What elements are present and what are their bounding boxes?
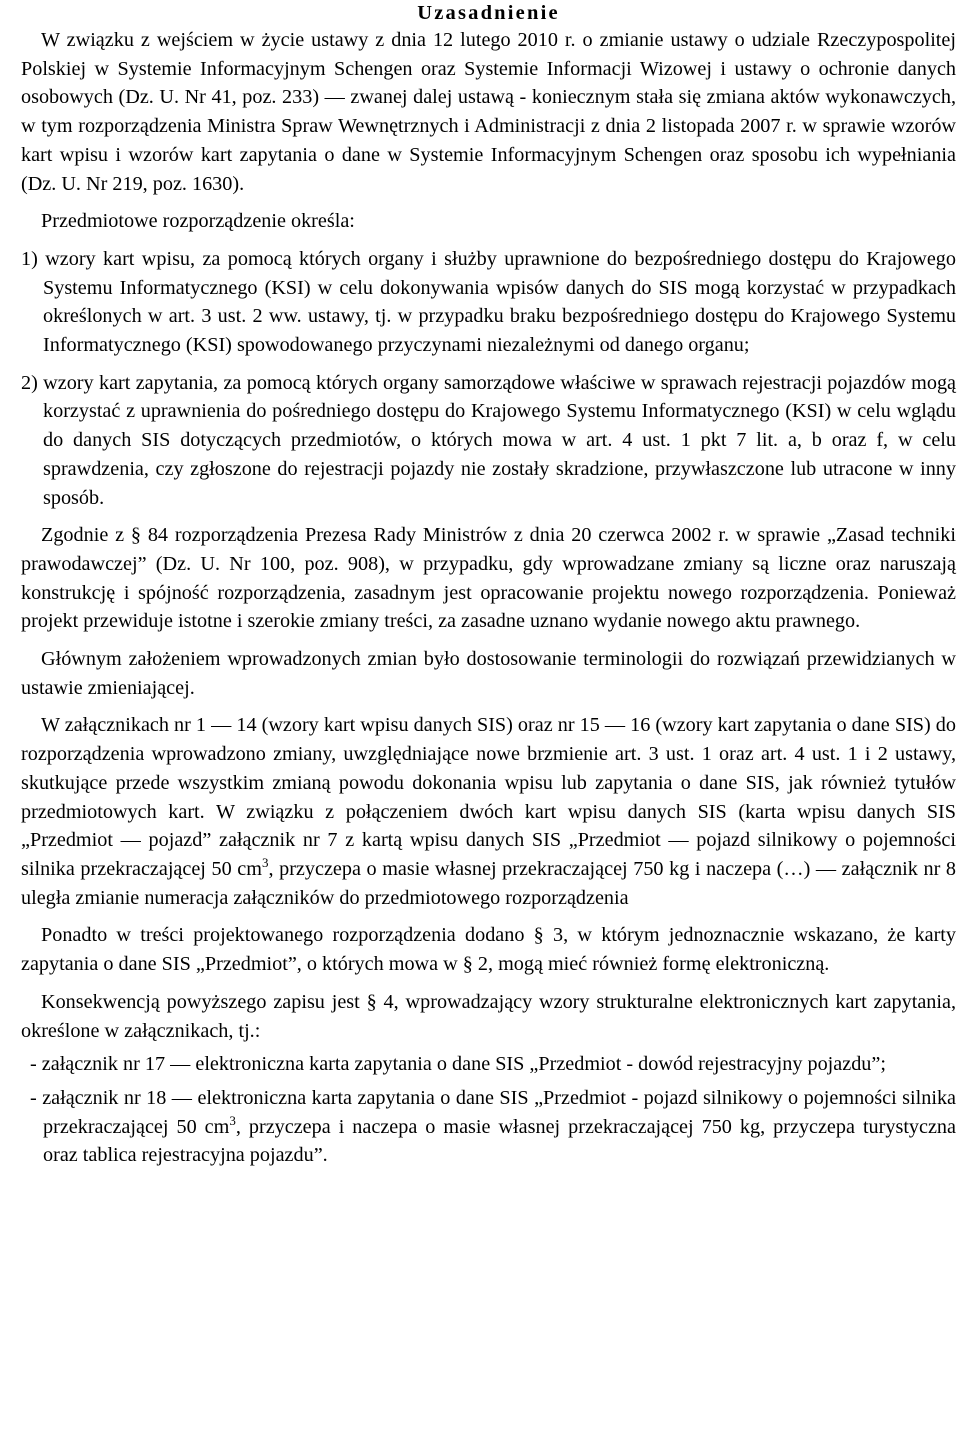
list-item-1: 1) wzory kart wpisu, za pomocą których organy i służby uprawnione do bezpośredniego dostępu do Krajowego Systemu Informatycznego (KSI) w celu dokonywania wpisów danych do SIS mogą korzystać w przypadkach określonych w art. 3 ust. 2 ww. ustawy, tj. w przypadku braku bezpośredniego dostępu do Krajowego Systemu Informatycznego (KSI) spowodowanego przyczynami niezależnymi od danego organu; xyxy=(21,247,956,357)
paragraph-intro: W związku z wejściem w życie ustawy z dnia 12 lutego 2010 r. o zmianie ustawy o udziale Rzeczypospolitej Polskiej w Systemie Informacyjnym Schengen oraz Systemie Informacji Wizowej i ustawy o ochronie danych osobowych (Dz. U. Nr 41, poz. 233) ― zwanej dalej ustawą - koniecznym stała się zmiana aktów wykonawczych, w tym rozporządzenia Ministra Spraw Wewnętrznych i Administracji z dnia 2 listopada 2007 r. w sprawie wzorów kart wpisu i wzorów kart zapytania o dane w Systemie Informacyjnym Schengen oraz sposobu ich wypełniania (Dz. U. Nr 219, poz. 1630). xyxy=(21,29,956,195)
superscript-3: 3 xyxy=(229,1112,236,1128)
superscript-3: 3 xyxy=(261,854,269,870)
paragraph-section-3: Ponadto w treści projektowanego rozporządzenia dodano § 3, w którym jednoznacznie wskazano, że karty zapytania o dane SIS „Przedmiot”, o których mowa w § 2, mogą mieć również formę elektroniczną. xyxy=(21,924,956,976)
document-title: Uzasadnienie xyxy=(417,2,560,24)
paragraph-main-assumption: Głównym założeniem wprowadzonych zmian było dostosowanie terminologii do rozwiązań przewidzianych w ustawie zmieniającej. xyxy=(21,648,956,699)
paragraph-section-4: Konsekwencją powyższego zapisu jest § 4, wprowadzający wzory strukturalne elektronicznych kart zapytania, określone w załącznikach, tj.: xyxy=(21,990,956,1042)
dash-item-attachment-17: - załącznik nr 17 ― elektroniczna karta zapytania o dane SIS „Przedmiot - dowód rejestracyjny pojazdu”; xyxy=(30,1053,886,1076)
dash-item-18-text-a: - załącznik nr 18 ― elektroniczna karta zapytania o dane SIS „Przedmiot - pojazd silnikowy o pojemności silnika przekraczającej 50 cm xyxy=(30,1086,956,1138)
paragraph-attachments xyxy=(21,711,956,912)
paragraph-legal-basis: Zgodnie z § 84 rozporządzenia Prezesa Rady Ministrów z dnia 20 czerwca 2002 r. w sprawie „Zasad techniki prawodawczej” (Dz. U. Nr 100, poz. 908), w przypadku, gdy wprowadzane zmiany są liczne oraz naruszają konstrukcję i spójność rozporządzenia, zasadnym jest opracowanie projektu nowego rozporządzenia. Ponieważ projekt przewiduje istotne i szerokie zmiany treści, za zasadne uznano wydanie nowego aktu prawnego. xyxy=(21,524,956,633)
paragraph-scope: Przedmiotowe rozporządzenie określa: xyxy=(41,210,355,233)
paragraph-attachments-text-b: , przyczepa o masie własnej przekraczającej 750 kg i naczepa (…) ― załącznik nr 8 uległa zmianie numeracja załączników do przedmiotowego rozporządzenia xyxy=(21,857,956,909)
list-item-2: 2) wzory kart zapytania, za pomocą których organy samorządowe właściwe w sprawach rejestracji pojazdów mogą korzystać z uprawnienia do pośredniego dostępu do Krajowego Systemu Informatycznego (KSI) w celu wglądu do danych SIS dotyczących przedmiotów, o których mowa w art. 4 ust. 1 pkt 7 lit. a, b oraz f, w celu sprawdzenia, czy zgłoszone do rejestracji pojazdy nie zostały skradzione, przywłaszczone lub utracone w inny sposób. xyxy=(21,371,956,509)
dash-item-attachment-18 xyxy=(21,1084,956,1170)
dash-item-18-text-b: , przyczepa i naczepa o masie własnej przekraczającej 750 kg, przyczepa turystyczna oraz tablica rejestracyjna pojazdu”. xyxy=(43,1115,956,1167)
document-page xyxy=(21,0,956,1170)
paragraph-attachments-text-a: W załącznikach nr 1 ― 14 (wzory kart wpisu danych SIS) oraz nr 15 ― 16 (wzory kart zapytania o dane SIS) do rozporządzenia wprowadzono zmiany, uwzględniające nowe brzmienie art. 3 ust. 1 oraz art. 4 ust. 1 i 2 ustawy, skutkujące przede wszystkim zmianą powodu dokonania wpisu lub zapytania o dane SIS, jak również tytułów przedmiotowych kart. W związku z połączeniem dwóch kart wpisu danych SIS (karta wpisu danych SIS „Przedmiot ― pojazd” załącznik nr 7 z kartą wpisu danych SIS „Przedmiot ― pojazd silnikowy o pojemności silnika przekraczającej 50 cm xyxy=(21,714,956,880)
